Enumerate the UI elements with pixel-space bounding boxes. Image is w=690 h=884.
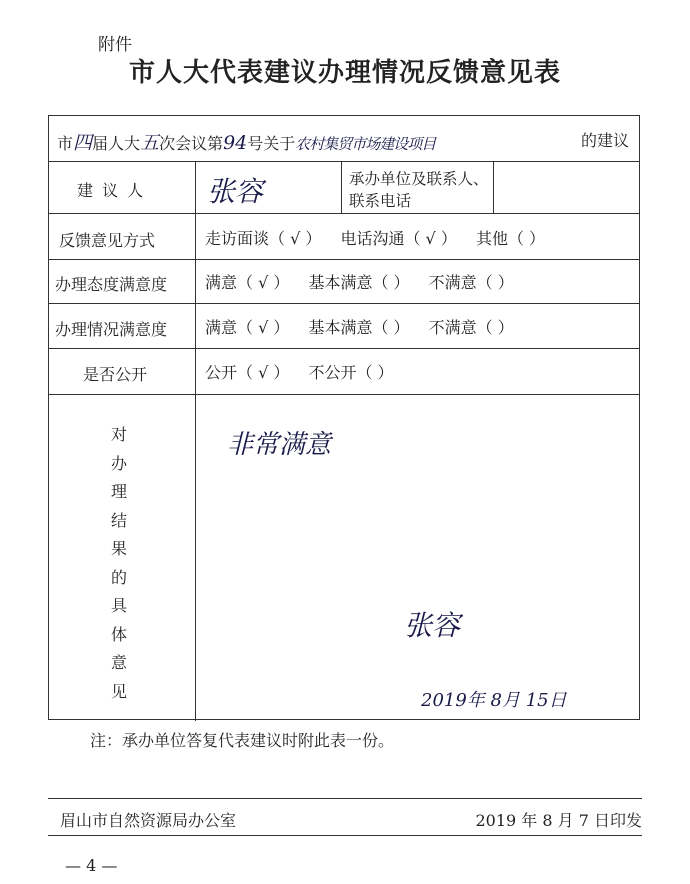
form-note: 注：承办单位答复代表建议时附此表一份。: [90, 731, 395, 750]
topic-mid1: 届人大: [92, 134, 141, 153]
session-number: 四: [73, 132, 93, 154]
footer-rule: [48, 798, 642, 799]
proposal-number: 94: [223, 132, 248, 154]
topic-row: [57, 128, 435, 155]
result-options: [205, 315, 528, 338]
handler-label: 承办单位及联系人、联系电话: [349, 170, 489, 210]
topic-suffix: 的建议: [580, 131, 629, 150]
proposal-subject: 农村集贸市场建设项目: [295, 135, 436, 153]
row-divider: [49, 213, 639, 214]
attachment-label: 附件: [98, 35, 132, 55]
column-divider: [341, 161, 342, 213]
topic-mid3: 号关于: [247, 134, 296, 153]
option-public: 公开（ √ ）: [205, 363, 290, 382]
option-unsatisfied: 不满意（ ）: [428, 273, 514, 292]
topic-prefix: 市: [57, 134, 74, 153]
public-options: [205, 360, 408, 383]
option-basic-satisfied: 基本满意（ ）: [308, 318, 410, 337]
result-label: 办理情况满意度: [55, 320, 168, 339]
delegate-label: 建 议 人: [77, 181, 146, 200]
print-date: 2019 年 8 月 7 日印发: [475, 811, 642, 830]
option-visit: 走访面谈（ √ ）: [205, 229, 322, 248]
feedback-method-options: [205, 226, 559, 249]
row-divider: [49, 303, 639, 304]
option-not-public: 不公开（ ）: [308, 363, 394, 382]
row-divider: [49, 394, 639, 395]
column-divider: [493, 161, 494, 213]
meeting-number: 五: [140, 132, 160, 154]
row-divider: [49, 348, 639, 349]
public-label: 是否公开: [83, 365, 148, 384]
option-satisfied: 满意（ √ ）: [205, 318, 290, 337]
option-unsatisfied: 不满意（ ）: [428, 318, 514, 337]
row-divider: [49, 161, 639, 162]
option-phone: 电话沟通（ √ ）: [340, 229, 457, 248]
option-other: 其他（ ）: [475, 229, 546, 248]
row-divider: [49, 259, 639, 260]
topic-mid2: 次会议第: [159, 134, 224, 153]
option-satisfied: 满意（ √ ）: [205, 273, 290, 292]
feedback-form-table: [48, 115, 640, 720]
footer-rule: [48, 835, 642, 836]
opinion-text: 非常满意: [227, 430, 332, 460]
option-basic-satisfied: 基本满意（ ）: [308, 273, 410, 292]
attitude-options: [205, 270, 528, 293]
column-divider: [195, 161, 196, 721]
signature: 张容: [404, 609, 461, 642]
feedback-method-label: 反馈意见方式: [59, 231, 156, 250]
attitude-label: 办理态度满意度: [55, 275, 168, 294]
signed-date: 2019年 8月 15日: [421, 690, 567, 711]
delegate-name: 张容: [207, 175, 264, 208]
page-number: — 4 —: [65, 856, 118, 875]
page-title: 市人大代表建议办理情况反馈意见表: [128, 58, 561, 88]
issuing-office: 眉山市自然资源局办公室: [60, 811, 237, 830]
opinion-label: 对办理结果的具体意见: [110, 425, 127, 701]
